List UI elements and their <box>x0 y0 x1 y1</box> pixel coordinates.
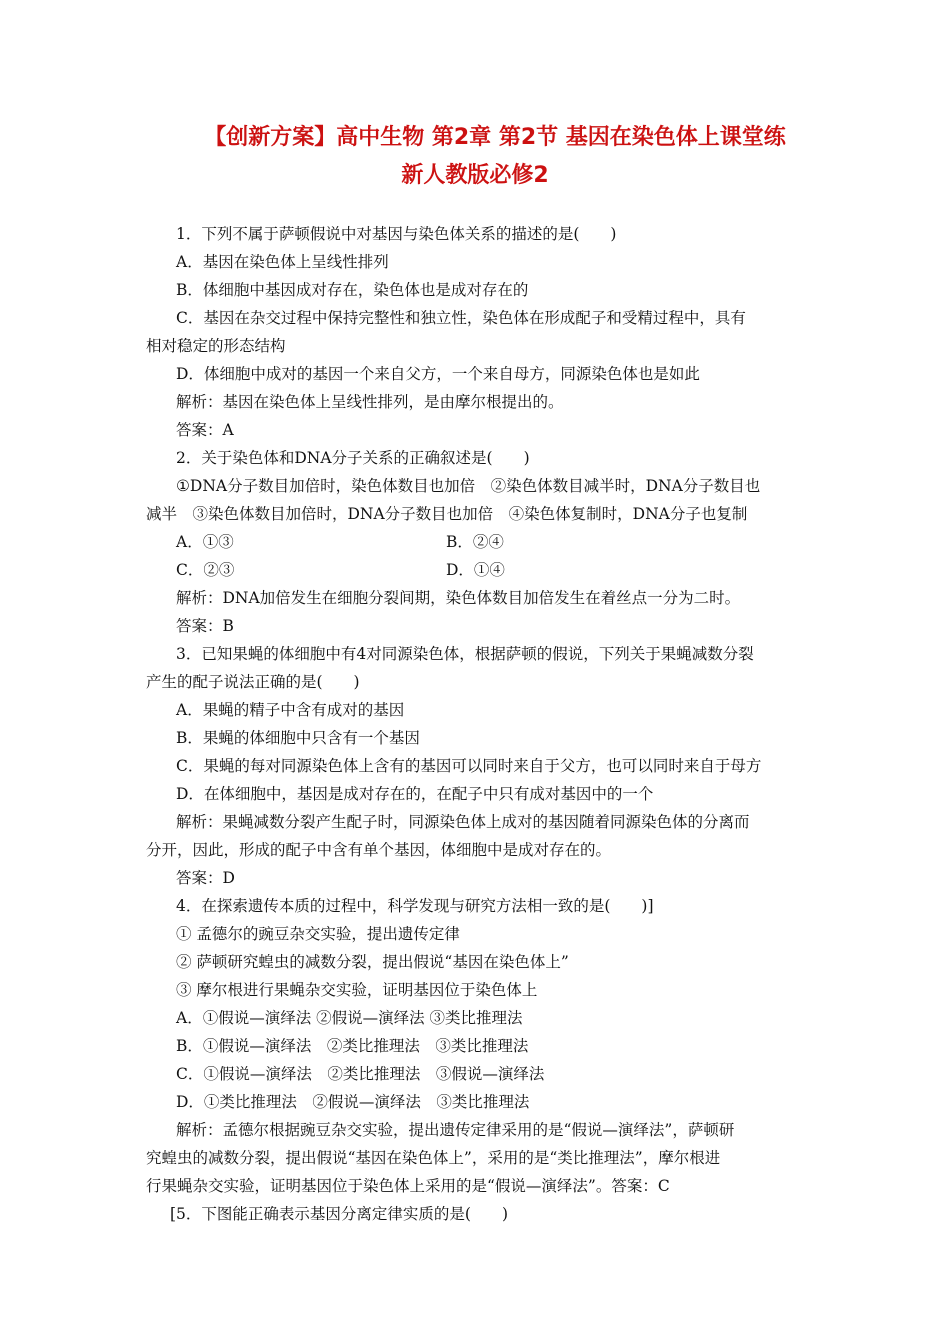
q1-option-c: C．基因在杂交过程中保持完整性和独立性，染色体在形成配子和受精过程中，具有 <box>176 309 746 327</box>
q1-stem: 1．下列不属于萨顿假说中对基因与染色体关系的描述的是( ) <box>176 225 617 243</box>
q4-item-2: ② 萨顿研究蝗虫的减数分裂，提出假说“基因在染色体上” <box>176 953 569 971</box>
q1-option-d: D．体细胞中成对的基因一个来自父方，一个来自母方，同源染色体也是如此 <box>176 365 700 383</box>
q1-analysis: 解析：基因在染色体上呈线性排列，是由摩尔根提出的。 <box>176 393 564 411</box>
q2-stem: 2．关于染色体和DNA分子关系的正确叙述是( ) <box>176 449 530 467</box>
q3-answer: 答案：D <box>176 869 235 887</box>
q3-option-d: D．在体细胞中，基因是成对存在的，在配子中只有成对基因中的一个 <box>176 785 654 803</box>
q1-option-a: A．基因在染色体上呈线性排列 <box>176 253 389 271</box>
q1-option-b: B．体细胞中基因成对存在，染色体也是成对存在的 <box>176 281 529 299</box>
q3-analysis-continued: 分开，因此，形成的配子中含有单个基因，体细胞中是成对存在的。 <box>146 841 612 859</box>
q2-option-d: D．①④ <box>446 561 505 579</box>
q2-option-c: C．②③ <box>176 561 235 579</box>
document-title-line-1: 【创新方案】高中生物 第2章 第2节 基因在染色体上课堂练 <box>204 125 786 150</box>
q4-option-d: D．①类比推理法 ②假说—演绎法 ③类比推理法 <box>176 1093 530 1111</box>
q2-answer: 答案：B <box>176 617 234 635</box>
q4-item-1: ① 孟德尔的豌豆杂交实验，提出遗传定律 <box>176 925 460 943</box>
q3-option-b: B．果蝇的体细胞中只含有一个基因 <box>176 729 420 747</box>
q3-analysis: 解析：果蝇减数分裂产生配子时，同源染色体上成对的基因随着同源染色体的分离而 <box>176 813 750 831</box>
q3-stem: 3．已知果蝇的体细胞中有4对同源染色体，根据萨顿的假说，下列关于果蝇减数分裂 <box>176 645 754 663</box>
q2-statements-line-1: ①DNA分子数目加倍时，染色体数目也加倍 ②染色体数目减半时，DNA分子数目也 <box>176 477 761 495</box>
q3-option-a: A．果蝇的精子中含有成对的基因 <box>176 701 405 719</box>
q4-analysis-continued-2: 行果蝇杂交实验，证明基因位于染色体上采用的是“假说—演绎法”。答案：C <box>146 1177 670 1195</box>
q3-option-c: C．果蝇的每对同源染色体上含有的基因可以同时来自于父方，也可以同时来自于母方 <box>176 757 762 775</box>
q4-option-a: A．①假说—演绎法 ②假说—演绎法 ③类比推理法 <box>176 1009 523 1027</box>
document-title-line-2: 新人教版必修2 <box>401 163 549 188</box>
q4-analysis: 解析：孟德尔根据豌豆杂交实验，提出遗传定律采用的是“假说—演绎法”，萨顿研 <box>176 1121 735 1139</box>
q3-stem-continued: 产生的配子说法正确的是( ) <box>146 673 360 691</box>
q1-answer: 答案：A <box>176 421 234 439</box>
q4-option-c: C．①假说—演绎法 ②类比推理法 ③假说—演绎法 <box>176 1065 545 1083</box>
q2-analysis: 解析：DNA加倍发生在细胞分裂间期，染色体数目加倍发生在着丝点一分为二时。 <box>176 589 741 607</box>
q4-option-b: B．①假说—演绎法 ②类比推理法 ③类比推理法 <box>176 1037 529 1055</box>
q2-option-b: B．②④ <box>446 533 504 551</box>
q5-stem: [5．下图能正确表示基因分离定律实质的是( ) <box>170 1205 509 1223</box>
q4-analysis-continued-1: 究蝗虫的减数分裂，提出假说“基因在染色体上”，采用的是“类比推理法”，摩尔根进 <box>146 1149 721 1167</box>
q2-option-a: A．①③ <box>176 533 234 551</box>
q4-stem: 4．在探索遗传本质的过程中，科学发现与研究方法相一致的是( )] <box>176 897 654 915</box>
q1-option-c-continued: 相对稳定的形态结构 <box>146 337 286 355</box>
q4-item-3: ③ 摩尔根进行果蝇杂交实验，证明基因位于染色体上 <box>176 981 538 999</box>
q2-statements-line-2: 减半 ③染色体数目加倍时，DNA分子数目也加倍 ④染色体复制时，DNA分子也复制 <box>146 505 748 523</box>
